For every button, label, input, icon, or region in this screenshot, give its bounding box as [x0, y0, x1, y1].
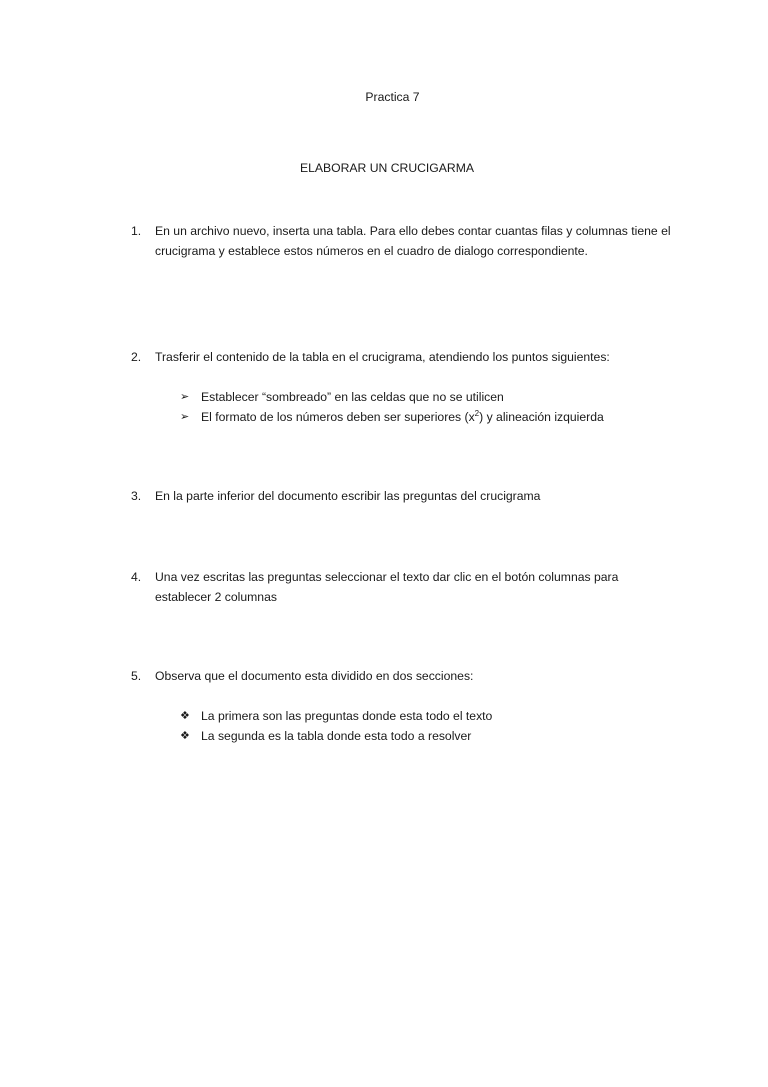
- list-item-text: En un archivo nuevo, inserta una tabla. Para ello debes contar cuantas filas y columnas tiene el crucigrama y establece estos números en el cuadro de dialogo correspondiente.: [155, 224, 671, 258]
- list-item-text: Observa que el documento esta dividido en dos secciones:: [155, 669, 474, 683]
- diamond-bullet-icon: ❖: [180, 709, 190, 722]
- list-number: 4.: [131, 570, 142, 584]
- sublist-item: [180, 407, 660, 427]
- list-number: 5.: [131, 669, 142, 683]
- list-item-5: [131, 667, 671, 687]
- list-number: 1.: [131, 224, 142, 238]
- list-item-1: [131, 222, 671, 261]
- sublist-item-text: El formato de los números deben ser superiores $(x^2)$ y alineación izquierda: [201, 408, 604, 424]
- sublist-item: [180, 387, 660, 407]
- sublist-item-text: La segunda es la tabla donde esta todo a resolver: [201, 729, 472, 743]
- arrow-bullet-icon: ➢: [180, 390, 190, 403]
- sublist-item-5: [180, 706, 660, 746]
- list-item-3: [131, 487, 671, 507]
- practice-label: Practica 7: [365, 90, 420, 104]
- list-number: 3.: [131, 489, 142, 503]
- list-item-text: En la parte inferior del documento escribir las preguntas del crucigrama: [155, 489, 541, 503]
- list-item-text: Trasferir el contenido de la tabla en el crucigrama, atendiendo los puntos siguientes:: [155, 350, 610, 364]
- page-title: ELABORAR UN CRUCIGARMA: [299, 161, 475, 175]
- sublist-item: [180, 706, 660, 726]
- arrow-bullet-icon: ➢: [180, 410, 190, 423]
- list-number: 2.: [131, 350, 142, 364]
- sublist-item-2: [180, 387, 660, 427]
- superscript: 2: [474, 408, 480, 418]
- sublist-item-text: La primera son las preguntas donde esta todo el texto: [201, 709, 493, 723]
- list-item-2: [131, 348, 671, 368]
- sublist-item: [180, 726, 660, 746]
- sublist-item-text: Establecer “sombreado” en las celdas que no se utilicen: [201, 390, 504, 404]
- list-item-text: Una vez escritas las preguntas seleccionar el texto dar clic en el botón columnas para establecer 2 columnas: [155, 570, 619, 604]
- list-item-4: [131, 568, 671, 607]
- diamond-bullet-icon: ❖: [180, 729, 190, 742]
